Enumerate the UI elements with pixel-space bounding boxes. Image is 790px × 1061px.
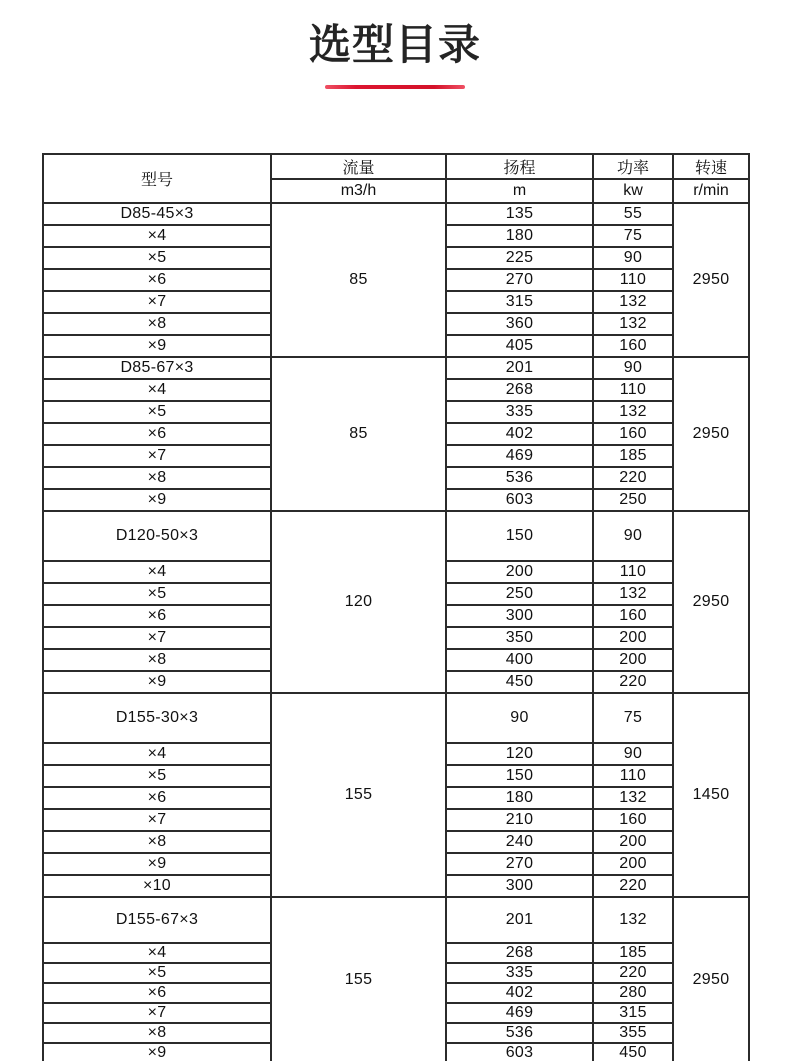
stage-cell: ×8	[43, 649, 271, 671]
head-cell: 150	[446, 511, 593, 561]
head-cell: 405	[446, 335, 593, 357]
power-cell: 250	[593, 489, 673, 511]
stage-cell: ×4	[43, 225, 271, 247]
col-unit-head: m	[446, 179, 593, 203]
model-cell: D85-67×3	[43, 357, 271, 379]
head-cell: 135	[446, 203, 593, 225]
power-cell: 280	[593, 983, 673, 1003]
col-unit-flow: m3/h	[271, 179, 446, 203]
head-cell: 350	[446, 627, 593, 649]
table-row	[43, 693, 749, 743]
power-cell: 160	[593, 809, 673, 831]
stage-cell: ×4	[43, 743, 271, 765]
power-cell: 90	[593, 511, 673, 561]
stage-cell: ×5	[43, 583, 271, 605]
stage-cell: ×9	[43, 489, 271, 511]
head-cell: 300	[446, 875, 593, 897]
power-cell: 355	[593, 1023, 673, 1043]
head-cell: 268	[446, 943, 593, 963]
stage-cell: ×8	[43, 831, 271, 853]
head-cell: 210	[446, 809, 593, 831]
model-cell: D120-50×3	[43, 511, 271, 561]
head-cell: 201	[446, 897, 593, 943]
stage-cell: ×5	[43, 765, 271, 787]
table-row	[43, 897, 749, 943]
head-cell: 225	[446, 247, 593, 269]
col-unit-speed: r/min	[673, 179, 749, 203]
speed-cell: 2950	[673, 511, 749, 693]
power-cell: 160	[593, 423, 673, 445]
flow-cell: 85	[271, 203, 446, 357]
stage-cell: ×7	[43, 291, 271, 313]
stage-cell: ×9	[43, 1043, 271, 1061]
power-cell: 132	[593, 583, 673, 605]
table-row	[43, 203, 749, 225]
stage-cell: ×4	[43, 943, 271, 963]
stage-cell: ×7	[43, 809, 271, 831]
head-cell: 603	[446, 1043, 593, 1061]
speed-cell: 2950	[673, 897, 749, 1061]
stage-cell: ×4	[43, 379, 271, 401]
head-cell: 300	[446, 605, 593, 627]
stage-cell: ×6	[43, 983, 271, 1003]
model-cell: D155-30×3	[43, 693, 271, 743]
power-cell: 75	[593, 693, 673, 743]
power-cell: 220	[593, 467, 673, 489]
stage-cell: ×10	[43, 875, 271, 897]
power-cell: 110	[593, 379, 673, 401]
power-cell: 220	[593, 875, 673, 897]
power-cell: 132	[593, 401, 673, 423]
power-cell: 110	[593, 561, 673, 583]
stage-cell: ×6	[43, 423, 271, 445]
head-cell: 469	[446, 445, 593, 467]
speed-cell: 1450	[673, 693, 749, 897]
power-cell: 185	[593, 943, 673, 963]
table-header	[43, 154, 749, 203]
power-cell: 185	[593, 445, 673, 467]
head-cell: 335	[446, 401, 593, 423]
flow-cell: 155	[271, 897, 446, 1061]
stage-cell: ×5	[43, 963, 271, 983]
col-unit-power: kw	[593, 179, 673, 203]
power-cell: 200	[593, 831, 673, 853]
head-cell: 335	[446, 963, 593, 983]
title-underline	[325, 85, 465, 89]
head-cell: 201	[446, 357, 593, 379]
stage-cell: ×8	[43, 313, 271, 335]
power-cell: 200	[593, 649, 673, 671]
head-cell: 603	[446, 489, 593, 511]
stage-cell: ×5	[43, 401, 271, 423]
col-header-head: 扬程	[446, 154, 593, 179]
head-cell: 180	[446, 225, 593, 247]
col-header-model: 型号	[43, 154, 271, 203]
table-row	[43, 511, 749, 561]
stage-cell: ×7	[43, 1003, 271, 1023]
head-cell: 469	[446, 1003, 593, 1023]
table-row	[43, 357, 749, 379]
power-cell: 200	[593, 627, 673, 649]
stage-cell: ×5	[43, 247, 271, 269]
head-cell: 402	[446, 983, 593, 1003]
power-cell: 90	[593, 743, 673, 765]
head-cell: 536	[446, 467, 593, 489]
power-cell: 75	[593, 225, 673, 247]
power-cell: 90	[593, 247, 673, 269]
power-cell: 450	[593, 1043, 673, 1061]
power-cell: 132	[593, 787, 673, 809]
power-cell: 110	[593, 765, 673, 787]
head-cell: 400	[446, 649, 593, 671]
model-cell: D85-45×3	[43, 203, 271, 225]
head-cell: 270	[446, 269, 593, 291]
head-cell: 250	[446, 583, 593, 605]
model-cell: D155-67×3	[43, 897, 271, 943]
power-cell: 160	[593, 335, 673, 357]
page-title: 选型目录	[308, 21, 481, 68]
speed-cell: 2950	[673, 357, 749, 511]
stage-cell: ×7	[43, 627, 271, 649]
col-header-speed: 转速	[673, 154, 749, 179]
stage-cell: ×6	[43, 605, 271, 627]
col-header-flow: 流量	[271, 154, 446, 179]
power-cell: 160	[593, 605, 673, 627]
stage-cell: ×9	[43, 671, 271, 693]
stage-cell: ×6	[43, 269, 271, 291]
power-cell: 220	[593, 671, 673, 693]
head-cell: 268	[446, 379, 593, 401]
power-cell: 220	[593, 963, 673, 983]
flow-cell: 85	[271, 357, 446, 511]
stage-cell: ×6	[43, 787, 271, 809]
power-cell: 110	[593, 269, 673, 291]
head-cell: 450	[446, 671, 593, 693]
speed-cell: 2950	[673, 203, 749, 357]
head-cell: 536	[446, 1023, 593, 1043]
flow-cell: 155	[271, 693, 446, 897]
head-cell: 240	[446, 831, 593, 853]
selection-table	[42, 153, 750, 1061]
power-cell: 315	[593, 1003, 673, 1023]
power-cell: 200	[593, 853, 673, 875]
head-cell: 200	[446, 561, 593, 583]
stage-cell: ×9	[43, 335, 271, 357]
head-cell: 360	[446, 313, 593, 335]
power-cell: 132	[593, 897, 673, 943]
power-cell: 132	[593, 291, 673, 313]
stage-cell: ×7	[43, 445, 271, 467]
power-cell: 132	[593, 313, 673, 335]
power-cell: 90	[593, 357, 673, 379]
stage-cell: ×4	[43, 561, 271, 583]
head-cell: 150	[446, 765, 593, 787]
head-cell: 315	[446, 291, 593, 313]
power-cell: 55	[593, 203, 673, 225]
stage-cell: ×8	[43, 467, 271, 489]
head-cell: 120	[446, 743, 593, 765]
stage-cell: ×9	[43, 853, 271, 875]
flow-cell: 120	[271, 511, 446, 693]
head-cell: 90	[446, 693, 593, 743]
head-cell: 270	[446, 853, 593, 875]
col-header-power: 功率	[593, 154, 673, 179]
head-cell: 402	[446, 423, 593, 445]
stage-cell: ×8	[43, 1023, 271, 1043]
table-body	[43, 203, 749, 1061]
head-cell: 180	[446, 787, 593, 809]
